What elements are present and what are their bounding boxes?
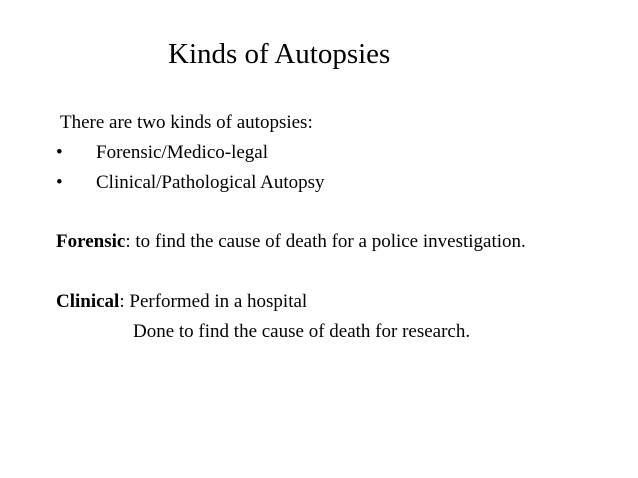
- bullet-marker: •: [56, 172, 63, 193]
- clinical-text: : Performed in a hospital: [119, 291, 308, 312]
- forensic-definition: [56, 230, 526, 254]
- bullet-item: [56, 141, 268, 165]
- forensic-term: Forensic: [56, 231, 126, 252]
- bullet-marker: •: [56, 142, 63, 163]
- intro-text: There are two kinds of autopsies:: [60, 112, 313, 133]
- bullet-text: Forensic/Medico-legal: [96, 142, 269, 163]
- bullet-text: Clinical/Pathological Autopsy: [96, 172, 325, 193]
- forensic-text: : to find the cause of death for a police investigation.: [125, 231, 526, 252]
- clinical-definition: [56, 290, 307, 314]
- clinical-term: Clinical: [56, 291, 120, 312]
- slide-title: Kinds of Autopsies: [168, 38, 391, 70]
- bullet-item: [56, 171, 325, 195]
- clinical-continuation: Done to find the cause of death for research.: [133, 321, 471, 342]
